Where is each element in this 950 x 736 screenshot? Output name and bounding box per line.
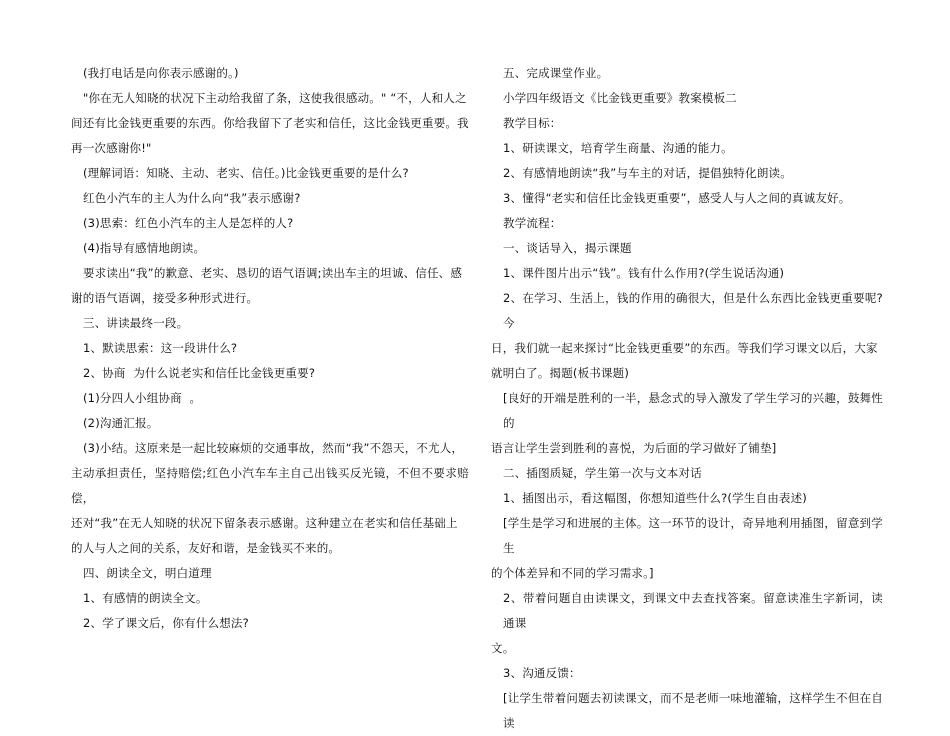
text-line: 红色小汽车的主人为什么向“我”表示感谢? xyxy=(83,191,301,205)
text-line: (我打电话是向你表示感谢的。) xyxy=(83,66,239,80)
text-line: 谢的语气语调，接受多种形式进行。 xyxy=(71,291,259,305)
text-line: 小学四年级语文《比金钱更重要》教案模板二 xyxy=(503,91,737,105)
text-line: 2、带着问题自由读课文，到课文中去查找答案。留意读准生字新词，读通课 xyxy=(503,591,883,630)
text-line: 的个体差异和不同的学习需求。] xyxy=(491,566,654,580)
text-line: 日，我们就一起来探讨“比金钱更重要”的东西。等我们学习课文以后，大家 xyxy=(491,341,878,355)
right-column xyxy=(491,61,883,736)
text-line: 的人与人之间的关系，友好和谐，是金钱买不来的。 xyxy=(71,541,341,555)
text-line: 要求读出“我”的歉意、老实、恳切的语气语调;读出车主的坦诚、信任、感 xyxy=(83,266,463,280)
text-line: 语言让学生尝到胜利的喜悦，为后面的学习做好了铺垫] xyxy=(491,441,777,455)
text-line: (3)小结。这原来是一起比较麻烦的交通事故，然而“我”不怨天，不尤人， xyxy=(83,441,464,455)
text-line: 二、插图质疑，学生第一次与文本对话 xyxy=(503,466,702,480)
text-line: 间还有比金钱更重要的东西。你给我留下了老实和信任，这比金钱更重要。我 xyxy=(71,116,469,130)
text-line: (3)思索：红色小汽车的主人是怎样的人? xyxy=(83,216,294,230)
text-line: "你在无人知晓的状况下主动给我留了条，这使我很感动。" “不，人和人之 xyxy=(83,91,467,105)
text-line: 3、懂得“老实和信任比金钱更重要”，感受人与人之间的真诚友好。 xyxy=(503,191,851,205)
text-line: 教学目标： xyxy=(503,116,562,130)
text-line: 2、学了课文后，你有什么想法? xyxy=(83,616,249,630)
text-line: (4)指导有感情地朗读。 xyxy=(83,241,206,255)
text-line: 再一次感谢你!" xyxy=(71,141,152,155)
text-line: 1、默读思索：这一段讲什么? xyxy=(83,341,238,355)
text-line: 教学流程： xyxy=(503,216,562,230)
text-line: 主动承担责任，坚持赔偿;红色小汽车车主自己出钱买反光镜，不但不要求赔偿， xyxy=(71,466,469,505)
text-line: 还对“我”在无人知晓的状况下留条表示感谢。这种建立在老实和信任基础上 xyxy=(71,516,458,530)
text-line: 就明白了。揭题(板书课题) xyxy=(491,366,630,380)
text-line: (1)分四人小组协商 。 xyxy=(83,391,202,405)
text-line: 3、沟通反馈： xyxy=(503,666,581,680)
text-line: 一、谈话导入，揭示课题 xyxy=(503,241,632,255)
text-line: 2、协商 为什么说老实和信任比金钱更重要? xyxy=(83,366,316,380)
text-line: 2、在学习、生活上，钱的作用的确很大，但是什么东西比金钱更重要呢?今 xyxy=(503,291,883,330)
text-line: [让学生带着问题去初读课文，而不是老师一味地灌输，这样学生不但在自读 xyxy=(503,691,883,730)
text-line: 1、有感情的朗读全文。 xyxy=(83,591,208,605)
text-line: (理解词语：知晓、主动、老实、信任。)比金钱更重要的是什么? xyxy=(83,166,409,180)
text-line: 三、讲读最终一段。 xyxy=(83,316,189,330)
left-column xyxy=(71,61,469,636)
text-line: 2、有感情地朗读“我”与车主的对话，提倡独特化朗读。 xyxy=(503,166,792,180)
text-line: [良好的开端是胜利的一半，悬念式的导入激发了学生学习的兴趣，鼓舞性的 xyxy=(503,391,883,430)
text-line: 1、课件图片出示“钱”。钱有什么作用?(学生说话沟通) xyxy=(503,266,785,280)
text-line: 文。 xyxy=(491,641,515,655)
text-line: 1、插图出示，看这幅图，你想知道些什么?(学生自由表述) xyxy=(503,491,807,505)
text-line: 四、朗读全文，明白道理 xyxy=(83,566,212,580)
text-line: [学生是学习和进展的主体。这一环节的设计，奇异地利用插图，留意到学生 xyxy=(503,516,883,555)
text-line: 五、完成课堂作业。 xyxy=(503,66,609,80)
text-line: (2)沟通汇报。 xyxy=(83,416,159,430)
text-line: 1、研读课文，培育学生商量、沟通的能力。 xyxy=(503,141,733,155)
